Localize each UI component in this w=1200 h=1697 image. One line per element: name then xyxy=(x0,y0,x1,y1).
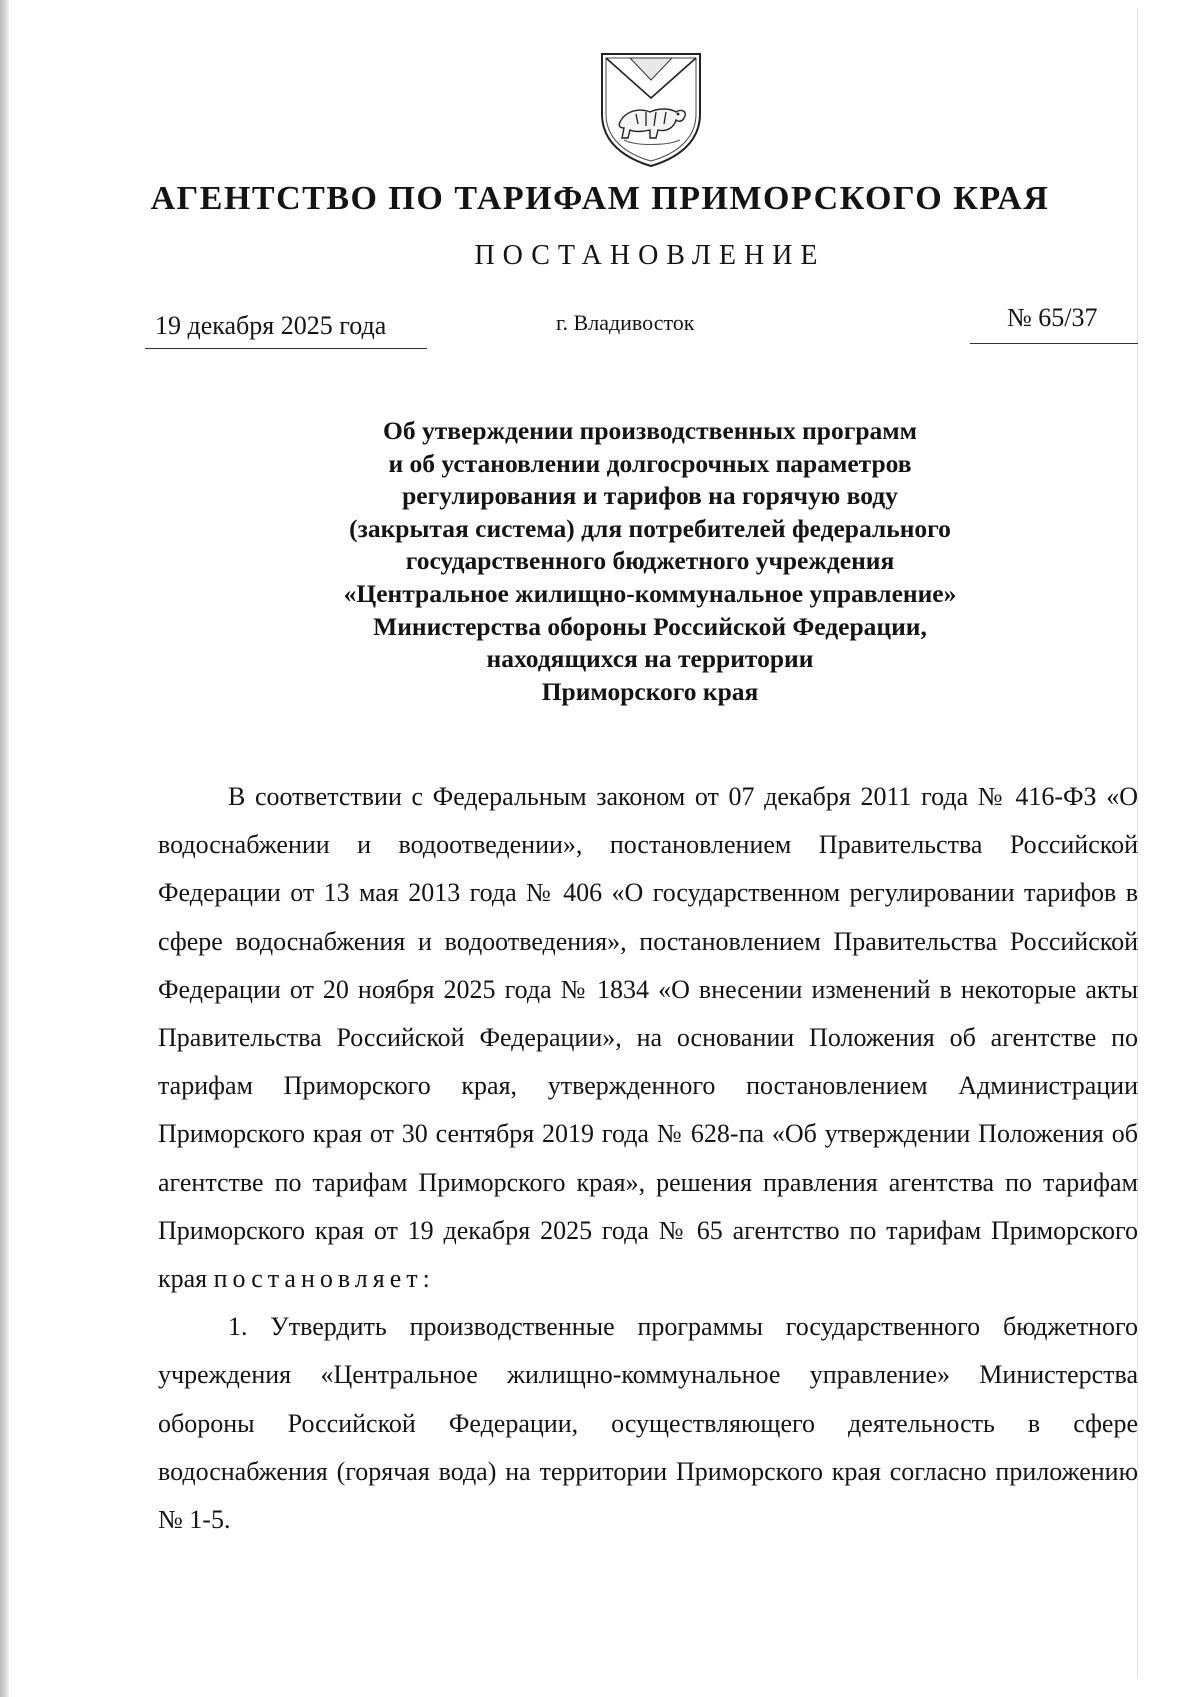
number-underline xyxy=(970,343,1138,344)
title-line: Об утверждении производственных программ xyxy=(383,416,917,445)
coat-of-arms-emblem xyxy=(596,50,706,170)
decree-word: постановляет: xyxy=(213,1264,435,1294)
document-date: 19 декабря 2025 года xyxy=(155,311,387,340)
title-line: Приморского края xyxy=(541,676,759,706)
title-line: находящихся на территории xyxy=(486,644,814,674)
title-line: регулирования и тарифов на горячую воду xyxy=(402,481,898,511)
title-line: и об установлении долгосрочных параметров xyxy=(388,448,912,478)
title-line: (закрытая система) для потребителей федерального xyxy=(349,513,951,543)
title-line: Министерства обороны Российской Федерации, xyxy=(373,611,927,641)
document-city: г. Владивосток xyxy=(556,310,695,335)
agency-title: АГЕНТСТВО ПО ТАРИФАМ ПРИМОРСКОГО КРАЯ xyxy=(150,180,1050,217)
resolution-title xyxy=(200,415,1100,708)
title-line: государственного бюджетного учреждения xyxy=(405,546,895,576)
item-1-paragraph: 1. Утвердить производственные программы государственного бюджетного учреждения «Центральное жилищно-коммунальное управление» Министерства обороны Российской Федерации, осуществляющего деятельность в сфере водоснабжения (горячая вода) на территории Приморского края согласно приложению № 1-5. xyxy=(158,1312,1138,1535)
date-underline xyxy=(145,348,427,349)
document-body xyxy=(158,773,1138,1544)
preamble-text: В соответствии с Федеральным законом от 07 декабря 2011 года № 416-ФЗ «О водоснабжении и водоотведении», постановлением Правительства Российской Федерации от 13 мая 2013 года № 406 «О государственном регулировании тарифов в сфере водоснабжения и водоотведения», постановлением Правительства Российской Федерации от 20 ноября 2025 года № 1834 «О внесении изменений в некоторые акты Правительства Российской Федерации», на основании Положения об агентстве по тарифам Приморского края, утвержденного постановлением Администрации Приморского края от 30 сентября 2019 года № 628-па «Об утверждении Положения об агентстве по тарифам Приморского края», решения правления агентства по тарифам Приморского края от 19 декабря 2025 года № 65 агентство по тарифам Приморского края xyxy=(158,782,1138,1294)
document-type: ПОСТАНОВЛЕНИЕ xyxy=(474,240,826,271)
document-number: № 65/37 xyxy=(1007,303,1098,332)
preamble-paragraph xyxy=(158,773,1138,1303)
title-line: «Центральное жилищно-коммунальное управление» xyxy=(343,578,957,608)
